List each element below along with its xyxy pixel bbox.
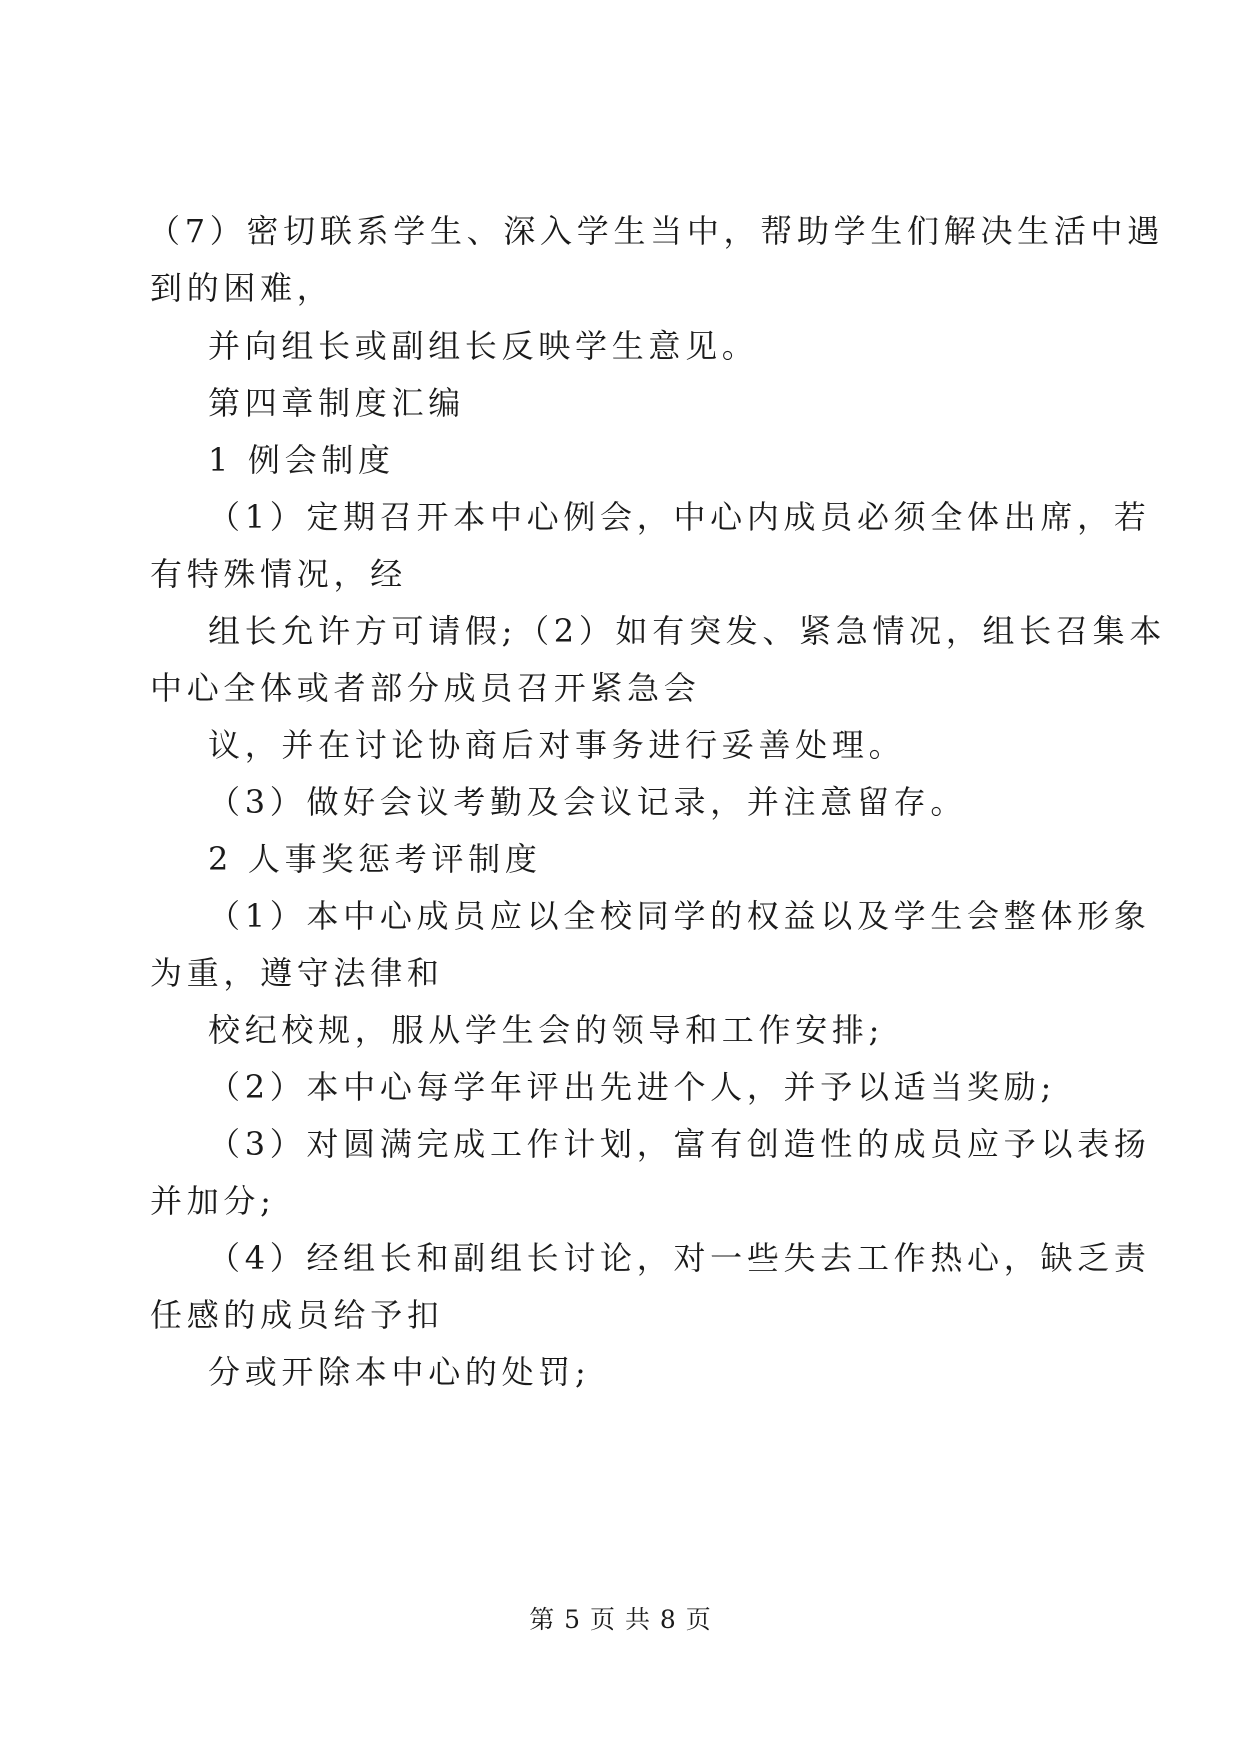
subsection-heading: 1 例会制度 <box>208 441 395 479</box>
text-line: 组长允许方可请假;（2）如有突发、紧急情况，组长召集本 <box>208 612 1167 650</box>
section-heading: 第四章制度汇编 <box>208 384 465 422</box>
text-line: 议，并在讨论协商后对事务进行妥善处理。 <box>208 726 906 764</box>
text-line: 中心全体或者部分成员召开紧急会 <box>150 669 701 707</box>
text-line: 有特殊情况，经 <box>150 555 407 593</box>
text-line: （3）对圆满完成工作计划，富有创造性的成员应予以表扬 <box>208 1125 1151 1163</box>
text-line: 并加分; <box>150 1182 276 1220</box>
page-footer: 第 5 页 共 8 页 <box>529 1605 712 1634</box>
text-line: 任感的成员给予扣 <box>150 1296 444 1334</box>
text-line: （3）做好会议考勤及会议记录，并注意留存。 <box>208 783 968 821</box>
text-line: （7）密切联系学生、深入学生当中，帮助学生们解决生活中遇 <box>148 212 1164 250</box>
text-line: （2）本中心每学年评出先进个人，并予以适当奖励; <box>208 1068 1056 1106</box>
text-line: 并向组长或副组长反映学生意见。 <box>208 327 759 365</box>
text-line: 校纪校规，服从学生会的领导和工作安排; <box>208 1011 885 1049</box>
text-line: 为重，遵守法律和 <box>150 954 444 992</box>
text-line: 到的困难， <box>150 269 334 307</box>
text-line: 分或开除本中心的处罚; <box>208 1353 591 1391</box>
subsection-heading: 2 人事奖惩考评制度 <box>208 840 542 878</box>
text-line: （1）本中心成员应以全校同学的权益以及学生会整体形象 <box>208 897 1151 935</box>
text-line: （1）定期召开本中心例会，中心内成员必须全体出席，若 <box>208 498 1151 536</box>
text-line: （4）经组长和副组长讨论，对一些失去工作热心，缺乏责 <box>208 1239 1151 1277</box>
